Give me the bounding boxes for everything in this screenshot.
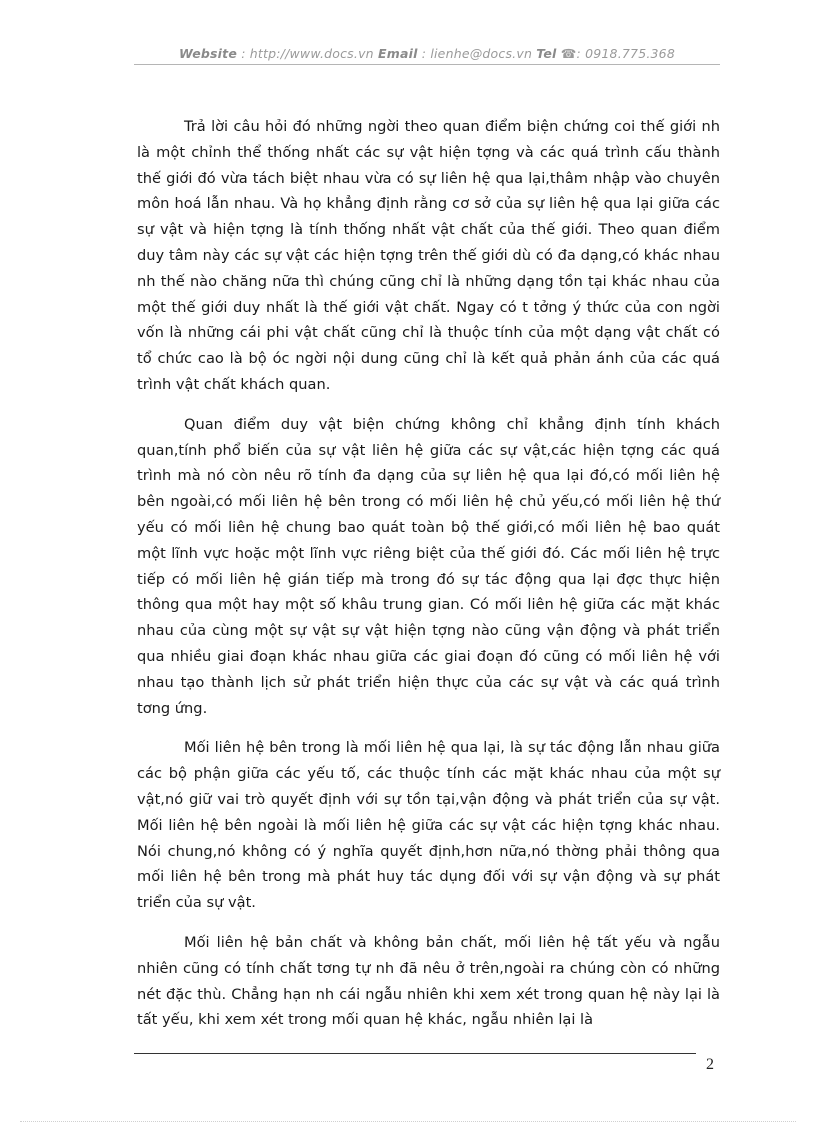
website-value: : http://www.docs.vn (241, 46, 374, 61)
tel-label: Tel (536, 46, 557, 61)
tel-value: : 0918.775.368 (576, 46, 675, 61)
paragraph-2: Quan điểm duy vật biện chứng không chỉ khẳng định tính khách quan,tính phổ biến của sự vật liên hệ giữa các sự vật,các hiện tợng các quá trình mà nó còn nêu rõ tính đa dạng của sự liên hệ qua lại đó,có mối liên hệ bên ngoài,có mối liên hệ bên trong có mối liên hệ chủ yếu,có mối liên hệ thứ yếu có mối liên hệ chung bao quát toàn bộ thế giới,có mối liên hệ bao quát một lĩnh vực hoặc một lĩnh vực riêng biệt của thế giới đó. Các mối liên hệ trực tiếp có mối liên hệ gián tiếp mà trong đó sự tác động qua lại đợc thực hiện thông qua một hay một số khâu trung gian. Có mối liên hệ giữa các mặt khác nhau của cùng một sự vật sự vật hiện tợng nào cũng vận động và phát triển qua nhiều giai đoạn khác nhau giữa các giai đoạn đó cũng có mối liên hệ với nhau tạo thành lịch sử phát triển hiện thực của các sự vật và các quá trình tơng ứng. (137, 415, 720, 717)
document-body (137, 114, 720, 1047)
email-value: : lienhe@docs.vn (421, 46, 533, 61)
footer-divider (134, 1053, 696, 1054)
telephone-icon: ☎ (560, 46, 577, 61)
paragraph-1: Trả lời câu hỏi đó những ngời theo quan điểm biện chứng coi thế giới nh là một chỉnh thể thống nhất các sự vật hiện tợng và các quá trình cấu thành thế giới đó vừa tách biệt nhau vừa có sự liên hệ qua lại,thâm nhập vào chuyên môn hoá lẫn nhau. Và họ khẳng định rằng cơ sở của sự liên hệ qua lại giữa các sự vật và hiện tợng là tính thống nhất vật chất của thế giới. Theo quan điểm duy tâm này các sự vật các hiện tợng trên thế giới dù có đa dạng,có khác nhau nh thế nào chăng nữa thì chúng cũng chỉ là những dạng tồn tại khác nhau của một thế giới duy nhất là thế giới vật chất. Ngay có t tởng ý thức của con ngời vốn là những cái phi vật chất cũng chỉ là thuộc tính của một dạng vật chất có tổ chức cao là bộ óc ngời nội dung cũng chỉ là kết quả phản ánh của các quá trình vật chất khách quan. (137, 118, 720, 393)
paragraph-4: Mối liên hệ bản chất và không bản chất, mối liên hệ tất yếu và ngẫu nhiên cũng có tính chất tơng tự nh đã nêu ở trên,ngoài ra chúng còn có những nét đặc thù. Chẳng hạn nh cái ngẫu nhiên khi xem xét trong quan hệ này lại là tất yếu, khi xem xét trong mối quan hệ khác, ngẫu nhiên lại là (137, 933, 720, 1029)
page-header (134, 46, 720, 61)
email-label: Email (377, 46, 418, 61)
paragraph-3: Mối liên hệ bên trong là mối liên hệ qua lại, là sự tác động lẫn nhau giữa các bộ phận giữa các yếu tố, các thuộc tính các mặt khác nhau của một sự vật,nó giữ vai trò quyết định với sự tồn tại,vận động và phát triển của sự vật. Mối liên hệ bên ngoài là mối liên hệ giữa các sự vật các hiện tợng khác nhau. Nói chung,nó không có ý nghĩa quyết định,hơn nữa,nó thờng phải thông qua mối liên hệ bên trong mà phát huy tác dụng đối với sự vận động và sự phát triển của sự vật. (137, 739, 720, 912)
header-divider (134, 64, 720, 65)
page-edge-dotted-line (20, 1121, 796, 1122)
website-label: Website (179, 46, 238, 61)
page-number: 2 (706, 1056, 714, 1073)
